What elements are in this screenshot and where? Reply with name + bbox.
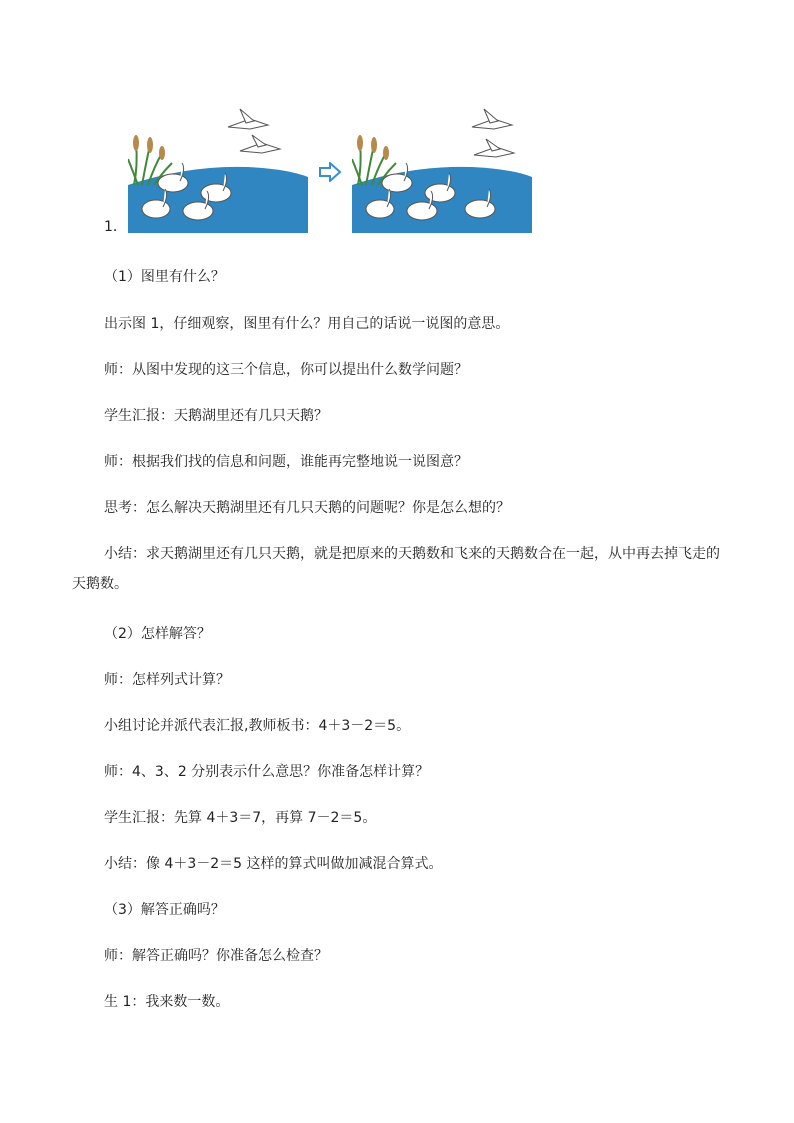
paragraph-line: 思考：怎么解决天鹅湖里还有几只天鹅的问题呢？你是怎么想的？ <box>104 500 510 516</box>
paragraph-line: 小组讨论并派代表汇报,教师板书：4＋3－2＝5。 <box>104 718 411 734</box>
paragraph-line: 学生汇报：先算 4＋3＝7，再算 7－2＝5。 <box>104 810 377 826</box>
swan-lake-picture-after <box>352 105 532 235</box>
paragraph-line: 师：4、3、2 分别表示什么意思？你准备怎样计算？ <box>104 764 430 780</box>
paragraph-line: 师：怎样列式计算？ <box>104 672 230 688</box>
paragraph-line: 小结：像 4＋3－2＝5 这样的算式叫做加减混合算式。 <box>104 856 443 872</box>
right-arrow-icon <box>318 162 342 182</box>
paragraph-line: 生 1：我来数一数。 <box>104 994 230 1010</box>
section-heading-2: （2）怎样解答？ <box>104 626 211 642</box>
paragraph-line: 学生汇报：天鹅湖里还有几只天鹅？ <box>104 408 328 424</box>
swan-lake-illustration <box>128 105 308 235</box>
swan-lake-picture-before <box>128 105 308 235</box>
paragraph-line: 出示图 1，仔细观察，图里有什么？用自己的话说一说图的意思。 <box>104 316 510 332</box>
section-heading-1: （1）图里有什么？ <box>104 269 225 285</box>
paragraph-line: 师：根据我们找的信息和问题，谁能再完整地说一说图意？ <box>104 454 468 470</box>
section-heading-3: （3）解答正确吗？ <box>104 902 225 918</box>
item-number: 1． <box>104 219 127 235</box>
paragraph-line: 师：解答正确吗？你准备怎么检查？ <box>104 948 328 964</box>
summary-paragraph: 小结：求天鹅湖里还有几只天鹅，就是把原来的天鹅数和飞来的天鹅数合在一起，从中再去掉飞走的天鹅数。 <box>72 546 720 592</box>
paragraph-line: 师：从图中发现的这三个信息，你可以提出什么数学问题？ <box>104 362 468 378</box>
swan-lake-illustration <box>352 105 532 235</box>
